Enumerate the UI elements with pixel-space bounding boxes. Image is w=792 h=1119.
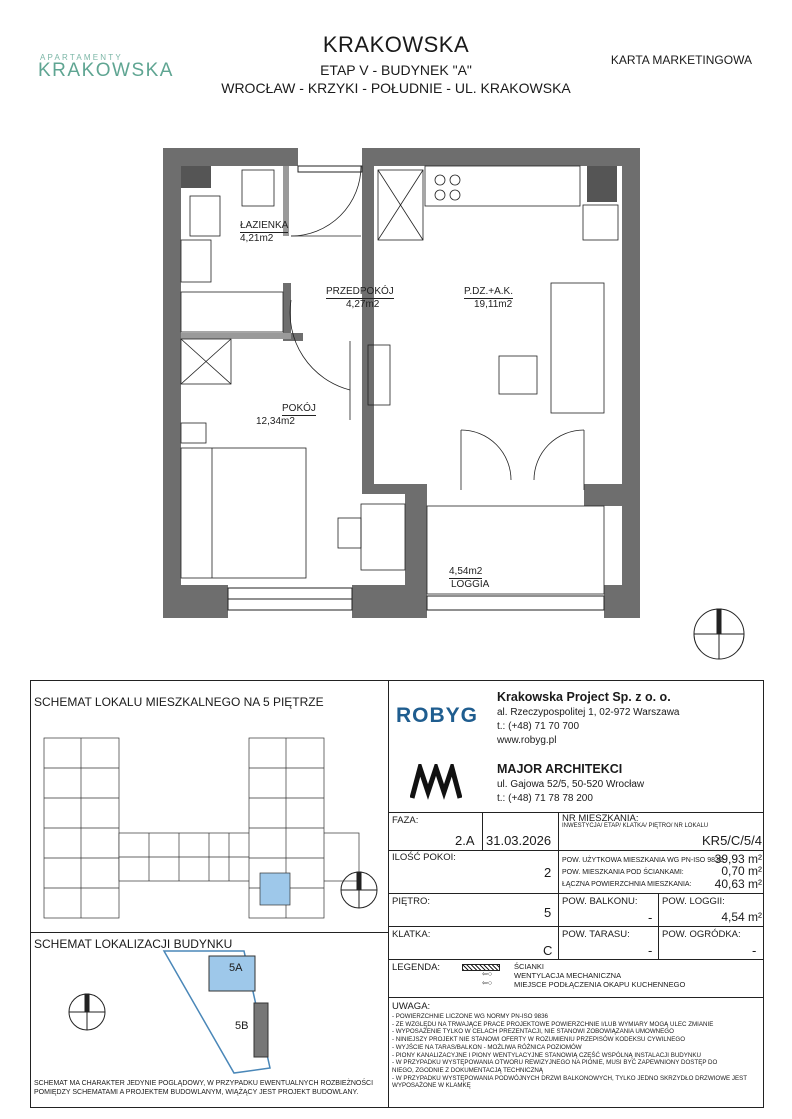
building-5a-label: 5A [229, 962, 243, 974]
building-location-drawing [34, 948, 384, 1078]
page-subtitle-stage: ETAP V - BUDYNEK "A" [320, 62, 472, 78]
floor-scheme-drawing [34, 728, 384, 928]
apartment-number-sub: INWESTYCJA/ ETAP/ KLATKA/ PIĘTRO/ NR LOKALU [562, 823, 709, 829]
room-hall [326, 286, 394, 311]
garden-area-label: POW. OGRÓDKA: [662, 929, 741, 940]
details-line-5 [388, 959, 764, 960]
room-loggia [449, 566, 489, 591]
developer-address: al. Rzeczypospolitej 1, 02-972 Warszawa [497, 707, 680, 718]
scheme-north-arrow-icon [341, 872, 377, 908]
note-item: - W PRZYPADKU WYSTĘPOWANIA PODWÓJNYCH DRZWI BALKONOWYCH, TYLKO JEDNO SKRZYDŁO DRZWIOWE JEST [392, 1074, 748, 1082]
building-scheme-title: SCHEMAT LOKALIZACJI BUDYNKU [34, 937, 233, 951]
notes-title: UWAGA: [392, 1001, 431, 1012]
architect-address: ul. Gajowa 52/5, 50-520 Wrocław [497, 779, 645, 790]
area-usable-label: POW. UŻYTKOWA MIESZKANIA WG PN-ISO 9836: [562, 857, 725, 864]
robyg-logo: ROBYG [396, 704, 479, 727]
area-total-value: 40,63 m² [714, 877, 762, 891]
room-bathroom [240, 220, 288, 245]
area-total-label: ŁĄCZNA POWIERZCHNIA MIESZKANIA: [562, 881, 692, 888]
architect-name: MAJOR ARCHITEKCI [497, 762, 623, 776]
area-under-walls-value: 0,70 m² [721, 864, 762, 878]
loggia-area-value: 4,54 m² [721, 910, 762, 924]
room-bedroom-area: 12,34m2 [256, 416, 295, 427]
rooms-count-value: 2 [544, 865, 552, 880]
plan-walls [163, 148, 640, 618]
legend-hood-icon: ⇦○ [482, 980, 493, 987]
apartment-number-label: NR MIESZKANIA: [562, 813, 639, 824]
plan-doors [290, 166, 584, 490]
area-usable-value: 39,93 m² [714, 852, 762, 866]
location-north-arrow-icon [69, 994, 105, 1030]
garden-area-value: - [752, 943, 757, 958]
loggia-area-label: POW. LOGGII: [662, 896, 725, 907]
details-line-4 [388, 926, 764, 927]
terrace-area-value: - [648, 943, 653, 958]
area-under-walls-label: POW. MIESZKANIA POD ŚCIANKAMI: [562, 869, 684, 876]
note-item: - W PRZYPADKU WYSTĘPOWANIA OTWORU REWIZYJNEGO NA PIONIE, MUSI BYĆ ZAPEWNIONY DOSTĘP DO [392, 1059, 718, 1067]
page-subtitle-location: WROCŁAW - KRZYKI - POŁUDNIE - UL. KRAKOWSKA [221, 80, 571, 96]
panel-left-divider [30, 932, 388, 933]
scheme-disclaimer: SCHEMAT MA CHARAKTER JEDYNIE POGLĄDOWY, W PRZYPADKU EWENTUALNYCH ROZBIEŻNOŚCI POMIĘDZY SCHEMATAMI A PROJEKTEM BUDOWLANYM, WIĄŻĄCY JEST PROJEKT BUDOWLANY. [34, 1080, 374, 1096]
floor-value: 5 [544, 905, 552, 920]
page-title: KRAKOWSKA [322, 32, 470, 57]
details-col-b [558, 812, 559, 959]
room-loggia-area: 4,54m2 [449, 566, 483, 577]
staircase-value: C [543, 943, 553, 958]
marketing-card-label: KARTA MARKETINGOWA [610, 53, 752, 67]
room-bedroom-name: POKÓJ [282, 403, 316, 414]
room-bathroom-name: ŁAZIENKA [240, 220, 289, 231]
room-hall-area: 4,27m2 [346, 299, 380, 310]
note-item: - WYPOSAŻENIE TYLKO W CELACH PREZENTACJI, NIE STANOWI ZOBOWIĄZANIA UMOWNEGO [392, 1028, 674, 1036]
developer-phone: t.: (+48) 71 70 700 [497, 721, 580, 732]
panel-vertical-divider [388, 680, 389, 1108]
room-living-name: P.DZ.+A.K. [464, 286, 514, 297]
note-item: - ZE WZGLĘDU NA TRWAJĄCE PRACE PROJEKTOWE POWIERZCHNIE I/LUB WYMIARY MOGĄ ULEC ZMIANIE [392, 1020, 714, 1028]
developer-name: Krakowska Project Sp. z o. o. [497, 690, 671, 704]
architect-phone: t.: (+48) 71 78 78 200 [497, 793, 593, 804]
note-item: NIEGO, ZGODNIE Z DOKUMENTACJĄ TECHNICZNĄ [392, 1066, 544, 1074]
room-hall-name: PRZEDPOKÓJ [326, 286, 394, 297]
room-bathroom-area: 4,21m2 [240, 233, 274, 244]
note-item: - WYJŚCIE NA TARAS/BALKON - MOŻLIWA RÓŻNICA POZIOMÓW [392, 1043, 582, 1051]
balcony-area-label: POW. BALKONU: [562, 896, 638, 907]
building-5b-label: 5B [235, 1020, 249, 1032]
floor-scheme-title: SCHEMAT LOKALU MIESZKALNEGO NA 5 PIĘTRZE [34, 695, 324, 709]
legend-hood: MIEJSCE PODŁĄCZENIA OKAPU KUCHENNEGO [514, 980, 686, 989]
developer-website[interactable]: www.robyg.pl [497, 735, 557, 746]
apartment-number-value: KR5/C/5/4 [702, 833, 762, 848]
legend-title: LEGENDA: [392, 962, 441, 973]
terrace-area-label: POW. TARASU: [562, 929, 630, 940]
legend-walls: ŚCIANKI [514, 962, 545, 971]
panel-left-border [30, 680, 31, 1108]
logo-small-text: APARTAMENTY [40, 53, 123, 62]
balcony-area-value: - [648, 910, 653, 925]
north-arrow-icon [694, 609, 744, 659]
room-loggia-name: LOGGIA [451, 579, 490, 590]
note-item: - PIONY KANALIZACYJNE I PIONY WENTYLACYJNE STANOWIĄ CZĘŚĆ WSPÓLNĄ INSTALACJI BUDYNKU [392, 1051, 701, 1059]
notes-list [392, 1013, 762, 1090]
note-item: - POWIERZCHNIE LICZONE WG NORMY PN-ISO 9836 [392, 1013, 548, 1020]
highlighted-apartment [260, 873, 290, 905]
staircase-label: KLATKA: [392, 929, 431, 940]
details-col-a [482, 812, 483, 850]
floor-label: PIĘTRO: [392, 896, 431, 907]
room-bedroom [256, 403, 316, 428]
major-architects-logo-icon [410, 764, 462, 800]
legend-vent-icon: ⇦○ [482, 971, 493, 978]
logo-brand: KRAKOWSKA [38, 60, 174, 81]
note-item: - NINIEJSZY PROJEKT NIE STANOWI OFERTY W ROZUMIENIU PRZEPISÓW KODEKSU CYWILNEGO [392, 1036, 686, 1044]
rooms-count-label: ILOŚĆ POKOI: [392, 852, 456, 863]
faza-label: FAZA: [392, 815, 419, 826]
legend-vent: WENTYLACJA MECHANICZNA [514, 971, 622, 980]
faza-value: 2.A [455, 833, 475, 848]
panel-top-border [30, 680, 764, 681]
room-living-area: 19,11m2 [474, 299, 513, 310]
panel-bottom-border [30, 1107, 764, 1108]
details-line-2 [388, 850, 764, 851]
note-item: WYPOSAŻONE W KLAMKĘ [392, 1082, 471, 1090]
date-value: 31.03.2026 [486, 833, 552, 848]
room-living [464, 286, 513, 311]
details-col-c [658, 893, 659, 959]
panel-right-border [763, 680, 764, 1108]
details-line-6 [388, 997, 764, 998]
details-line-3 [388, 893, 764, 894]
legend-walls-swatch [462, 964, 500, 971]
